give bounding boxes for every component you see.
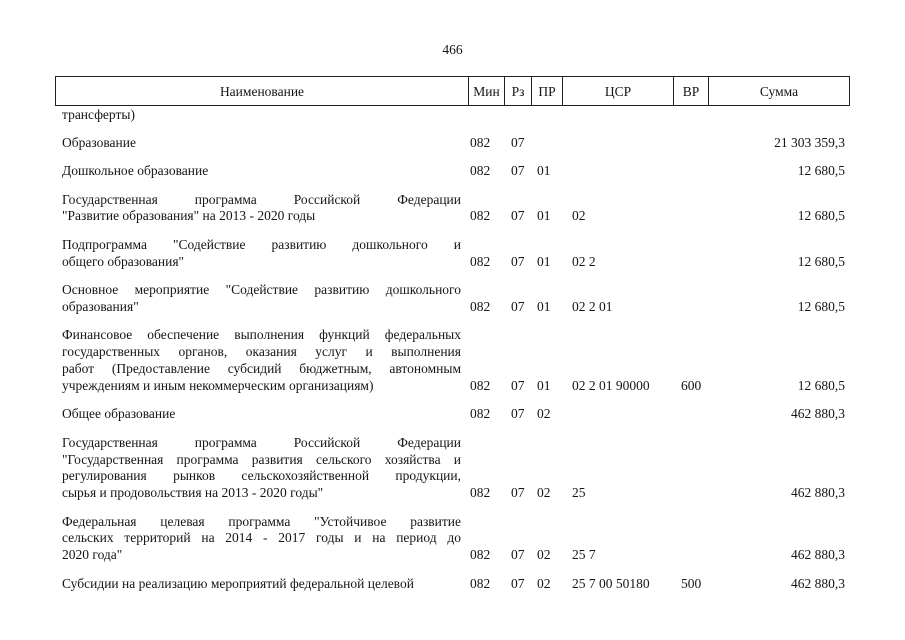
cell-min: 082 [470, 163, 491, 179]
cell-csr: 25 [572, 485, 586, 501]
row-name-line: сельских территорий на 2014 - 2017 годы и на период до [62, 530, 461, 546]
cell-rz: 07 [511, 208, 525, 224]
header-sum: Сумма [708, 77, 849, 105]
row-name-line: "Развитие образования" на 2013 - 2020 годы [62, 208, 316, 224]
row-name-line: работ (Предоставление субсидий бюджетным, автономным [62, 361, 461, 376]
cell-pr: 01 [537, 298, 551, 314]
table-row [0, 192, 905, 226]
cell-sum: 12 680,5 [797, 377, 845, 393]
row-name-line: учреждениям и иным некоммерческим организациям) [62, 377, 374, 393]
cell-min: 082 [470, 406, 491, 422]
table-row [0, 576, 905, 593]
cell-pr: 02 [537, 406, 551, 422]
cell-min: 082 [470, 253, 491, 269]
cell-pr: 01 [537, 377, 551, 393]
header-vr: ВР [673, 77, 708, 105]
row-codes [0, 576, 905, 593]
table-row [0, 237, 905, 271]
row-codes [0, 254, 905, 271]
cell-pr: 01 [537, 208, 551, 224]
cell-rz: 07 [511, 406, 525, 422]
cell-min: 082 [470, 485, 491, 501]
cell-rz: 07 [511, 134, 525, 150]
cell-csr: 25 7 [572, 547, 596, 563]
cell-min: 082 [470, 575, 491, 591]
cell-csr: 25 7 00 50180 [572, 575, 650, 591]
row-codes [0, 299, 905, 316]
table-row [0, 406, 905, 423]
cell-rz: 07 [511, 253, 525, 269]
cell-vr: 500 [681, 575, 702, 591]
row-name-line: Дошкольное образование [62, 163, 209, 179]
cell-rz: 07 [511, 163, 525, 179]
row-name-line: 2020 года" [62, 547, 123, 563]
row-name-line: Субсидии на реализацию мероприятий федеральной целевой [62, 575, 414, 591]
cell-pr: 01 [537, 253, 551, 269]
row-codes [0, 135, 905, 152]
row-codes [0, 485, 905, 502]
cell-sum: 462 880,3 [791, 485, 845, 501]
row-name-line: общего образования" [62, 253, 185, 269]
table-row [0, 435, 905, 502]
header-name: Наименование [219, 84, 305, 99]
cell-sum: 462 880,3 [791, 406, 845, 422]
cell-sum: 12 680,5 [797, 163, 845, 179]
cell-sum: 462 880,3 [791, 547, 845, 563]
cell-csr: 02 2 01 90000 [572, 377, 650, 393]
row-codes [0, 378, 905, 395]
header-min: Мин [468, 77, 504, 105]
cell-min: 082 [470, 298, 491, 314]
row-name-line: Общее образование [62, 406, 176, 422]
cell-pr: 02 [537, 575, 551, 591]
cell-sum: 12 680,5 [797, 253, 845, 269]
row-name-line: Образование [62, 134, 136, 150]
cell-pr: 02 [537, 547, 551, 563]
cell-min: 082 [470, 134, 491, 150]
table-row [0, 514, 905, 564]
table-body [0, 135, 905, 605]
cell-rz: 07 [511, 298, 525, 314]
table-row [0, 135, 905, 152]
cell-csr: 02 2 01 [572, 298, 613, 314]
cell-rz: 07 [511, 377, 525, 393]
header-csr: ЦСР [562, 77, 673, 105]
row-name-line: Подпрограмма "Содействие развитию дошкольного и [62, 236, 461, 252]
table-row [0, 327, 905, 394]
cell-min: 082 [470, 208, 491, 224]
row-name-line: регулирования рынков сельскохозяйственной продукции, [62, 468, 461, 484]
table-row [0, 163, 905, 180]
cell-rz: 07 [511, 547, 525, 563]
cell-min: 082 [470, 547, 491, 563]
cell-sum: 12 680,5 [797, 298, 845, 314]
row-codes [0, 163, 905, 180]
header-rz: Рз [504, 77, 531, 105]
cell-min: 082 [470, 377, 491, 393]
row-name-line: образования" [62, 298, 139, 314]
header-pr: ПР [531, 77, 562, 105]
cell-sum: 12 680,5 [797, 208, 845, 224]
cell-csr: 02 2 [572, 253, 596, 269]
cell-csr: 02 [572, 208, 586, 224]
row-codes [0, 547, 905, 564]
row-codes [0, 406, 905, 423]
table-row [0, 282, 905, 316]
cell-rz: 07 [511, 485, 525, 501]
row-name-line: Федеральная целевая программа "Устойчивое развитие [62, 513, 461, 529]
row-name-line: "Государственная программа развития сельского хозяйства и [62, 451, 461, 467]
continuation-text: трансферты) [62, 107, 135, 122]
row-name-line: сырья и продовольствия на 2013 - 2020 годы" [62, 485, 324, 501]
cell-pr: 01 [537, 163, 551, 179]
cell-vr: 600 [681, 377, 702, 393]
cell-rz: 07 [511, 575, 525, 591]
cell-pr: 02 [537, 485, 551, 501]
row-name-line: Государственная программа Российской Федерации [62, 434, 461, 450]
cell-sum: 21 303 359,3 [774, 134, 845, 150]
row-name-line: Основное мероприятие "Содействие развитию дошкольного [62, 282, 461, 298]
row-name-line: Финансовое обеспечение выполнения функций федеральных [62, 327, 461, 343]
table-header [55, 76, 850, 106]
cell-sum: 462 880,3 [791, 575, 845, 591]
row-name-line: Государственная программа Российской Федерации [62, 191, 461, 207]
row-name-line: государственных органов, оказания услуг и выполнения [62, 344, 461, 360]
row-codes [0, 208, 905, 225]
page-number: 466 [442, 42, 463, 57]
